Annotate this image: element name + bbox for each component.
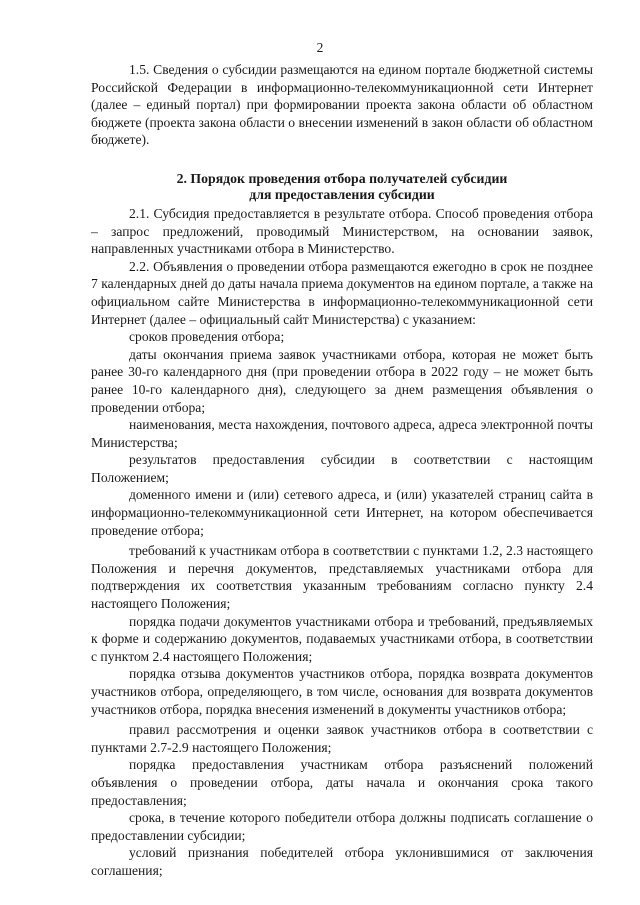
list-item-deadlines: сроков проведения отбора; xyxy=(129,329,285,345)
document-body xyxy=(91,61,593,880)
section-heading-line-2: для предоставления субсидии xyxy=(249,187,435,203)
section-heading-line-1: 2. Порядок проведения отбора получателей субсидии xyxy=(176,170,508,186)
paragraph-1-5: 1.5. Сведения о субсидии размещаются на едином портале бюджетной системы Российской Федерации в информационно-телекоммуникационной сети Интернет (далее – единый портал) при формировании проекта закона области об областном бюджете (проекта закона области о внесении изменений в закон области об областном бюджете). xyxy=(91,62,593,148)
list-item-submission-order: порядка подачи документов участниками отбора и требований, предъявляемых к форме и содержанию документов, подаваемых участниками отбора, в соответствии с пунктом 2.4 настоящего Положения; xyxy=(91,613,593,664)
page-number: 2 xyxy=(316,40,324,55)
list-item-withdrawal-order: порядка отзыва документов участников отбора, порядка возврата документов участников отбора, определяющего, в том числе, основания для возврата документов участников отбора, порядка внесения изменений в документы участников отбора; xyxy=(91,666,593,717)
list-item-evasion-conditions: условий признания победителей отбора уклонившимися от заключения соглашения; xyxy=(91,845,593,878)
list-item-requirements: требований к участникам отбора в соответствии с пунктами 1.2, 2.3 настоящего Положения и перечня документов, представляемых участниками отбора для подтверждения их соответствия указанным требованиям согласно пункту 2.4 настоящего Положения; xyxy=(91,543,593,612)
section-heading xyxy=(91,171,593,204)
paragraph-2-1: 2.1. Субсидия предоставляется в результате отбора. Способ проведения отбора – запрос предложений, проводимый Министерством, на основании заявок, направленных участниками отбора в Министерство. xyxy=(91,205,593,257)
paragraph-2-2: 2.2. Объявления о проведении отбора размещаются ежегодно в срок не позднее 7 календарных дней до даты начала приема документов на едином портале, а также на официальном сайте Министерства в информационно-телекоммуникационной сети Интернет (далее – официальный сайт Министерства) с указанием: xyxy=(91,258,593,327)
list-item-ministry-contacts: наименования, места нахождения, почтового адреса, адреса электронной почты Министерства; xyxy=(91,417,593,450)
list-item-domain: доменного имени и (или) сетевого адреса, и (или) указателей страниц сайта в информационно-телекоммуникационной сети Интернет, на котором обеспечивается проведение отбора; xyxy=(91,487,593,538)
list-item-signing-term: срока, в течение которого победители отбора должны подписать соглашение о предоставлении субсидии; xyxy=(91,810,593,843)
list-item-clarifications: порядка предоставления участникам отбора разъяснений положений объявления о проведении отбора, даты начала и окончания срока такого предоставления; xyxy=(91,757,593,808)
list-item-review-rules: правил рассмотрения и оценки заявок участников отбора в соответствии с пунктами 2.7-2.9 настоящего Положения; xyxy=(91,722,593,755)
list-item-end-date: даты окончания приема заявок участниками отбора, которая не может быть ранее 30-го календарного дня (при проведении отбора в 2022 году – не может быть ранее 10-го календарного дня), следующего за днем размещения объявления о проведении отбора; xyxy=(91,346,593,415)
list-item-results: результатов предоставления субсидии в соответствии с настоящим Положением; xyxy=(91,452,593,485)
